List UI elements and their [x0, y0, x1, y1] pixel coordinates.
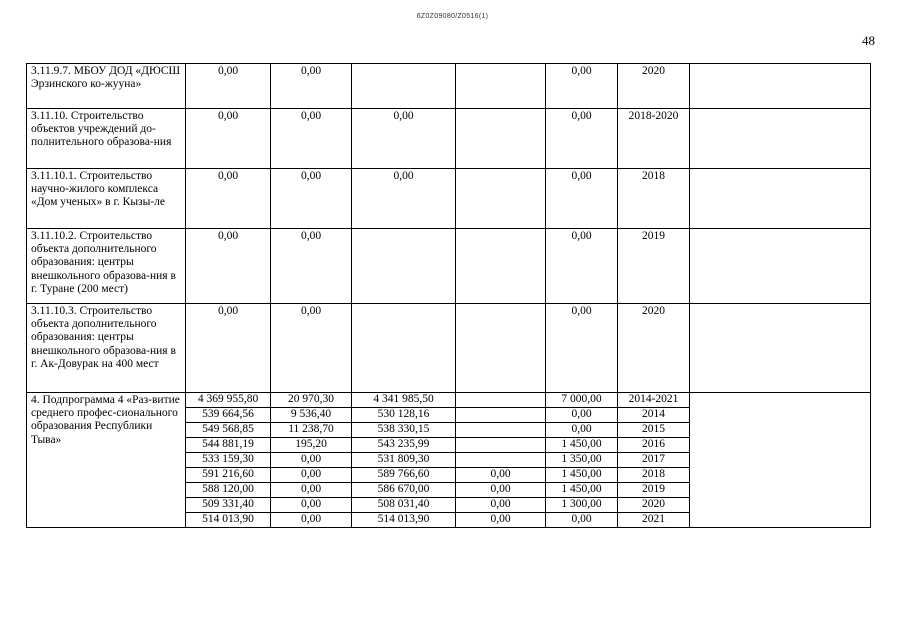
table-row — [27, 64, 871, 109]
years-cell: 2020 — [618, 64, 690, 109]
extra-cell: 0,00 — [546, 423, 618, 438]
extra-cell: 1 450,00 — [546, 468, 618, 483]
federal-cell: 0,00 — [271, 304, 352, 393]
federal-cell: 20 970,30 — [271, 393, 352, 408]
republic-cell: 586 670,00 — [352, 483, 456, 498]
years-cell: 2019 — [618, 483, 690, 498]
republic-cell: 0,00 — [352, 109, 456, 169]
row-name: 3.11.10.3. Строительство объекта дополнительного образования: центры внешкольного образова-ния в г. Ак-Довурак на 400 мест — [27, 304, 186, 393]
republic-cell: 0,00 — [352, 169, 456, 229]
republic-cell: 514 013,90 — [352, 513, 456, 528]
local-cell — [456, 453, 546, 468]
budget-table — [26, 63, 871, 528]
federal-cell: 0,00 — [271, 109, 352, 169]
total-cell: 0,00 — [186, 109, 271, 169]
row-name: 3.11.10. Строительство объектов учреждений до-полнительного образова-ния — [27, 109, 186, 169]
total-cell: 544 881,19 — [186, 438, 271, 453]
total-cell: 533 159,30 — [186, 453, 271, 468]
years-cell: 2018 — [618, 169, 690, 229]
table-row — [27, 393, 871, 408]
years-cell: 2016 — [618, 438, 690, 453]
years-cell: 2018-2020 — [618, 109, 690, 169]
local-cell — [456, 109, 546, 169]
republic-cell — [352, 229, 456, 304]
extra-cell: 0,00 — [546, 513, 618, 528]
extra-cell: 1 300,00 — [546, 498, 618, 513]
document-id: 6Z0Z09080/Z0516(1) — [416, 13, 489, 20]
federal-cell: 0,00 — [271, 483, 352, 498]
table-row — [27, 304, 871, 393]
local-cell: 0,00 — [456, 468, 546, 483]
local-cell: 0,00 — [456, 513, 546, 528]
local-cell — [456, 169, 546, 229]
republic-cell: 543 235,99 — [352, 438, 456, 453]
federal-cell: 0,00 — [271, 64, 352, 109]
extra-cell: 0,00 — [546, 229, 618, 304]
total-cell: 514 013,90 — [186, 513, 271, 528]
subprogram-name: 4. Подпрограмма 4 «Раз-витие среднего профес-сионального образования Республики Тыва» — [27, 393, 186, 528]
years-cell: 2020 — [618, 498, 690, 513]
republic-cell: 4 341 985,50 — [352, 393, 456, 408]
total-cell: 0,00 — [186, 169, 271, 229]
local-cell — [456, 229, 546, 304]
extra-cell: 1 450,00 — [546, 483, 618, 498]
table-row — [27, 229, 871, 304]
federal-cell: 195,20 — [271, 438, 352, 453]
federal-cell: 9 536,40 — [271, 408, 352, 423]
total-cell: 549 568,85 — [186, 423, 271, 438]
notes-cell — [690, 229, 871, 304]
local-cell: 0,00 — [456, 483, 546, 498]
federal-cell: 0,00 — [271, 169, 352, 229]
table-row — [27, 109, 871, 169]
total-cell: 0,00 — [186, 304, 271, 393]
row-name: 3.11.10.2. Строительство объекта дополнительного образования: центры внешкольного образова-ния в г. Туране (200 мест) — [27, 229, 186, 304]
republic-cell: 530 128,16 — [352, 408, 456, 423]
republic-cell — [352, 64, 456, 109]
extra-cell: 0,00 — [546, 169, 618, 229]
years-cell: 2019 — [618, 229, 690, 304]
federal-cell: 0,00 — [271, 513, 352, 528]
years-cell: 2015 — [618, 423, 690, 438]
republic-cell — [352, 304, 456, 393]
extra-cell: 7 000,00 — [546, 393, 618, 408]
row-name: 3.11.9.7. МБОУ ДОД «ДЮСШ Эрзинского ко-жууна» — [27, 64, 186, 109]
republic-cell: 538 330,15 — [352, 423, 456, 438]
total-cell: 591 216,60 — [186, 468, 271, 483]
notes-cell — [690, 109, 871, 169]
federal-cell: 0,00 — [271, 453, 352, 468]
federal-cell: 0,00 — [271, 498, 352, 513]
local-cell — [456, 393, 546, 408]
local-cell — [456, 423, 546, 438]
years-cell: 2018 — [618, 468, 690, 483]
years-cell: 2020 — [618, 304, 690, 393]
notes-cell — [690, 304, 871, 393]
local-cell — [456, 438, 546, 453]
total-cell: 588 120,00 — [186, 483, 271, 498]
page-number: 48 — [862, 33, 875, 48]
total-cell: 0,00 — [186, 229, 271, 304]
table-row — [27, 169, 871, 229]
years-cell: 2021 — [618, 513, 690, 528]
republic-cell: 508 031,40 — [352, 498, 456, 513]
total-cell: 509 331,40 — [186, 498, 271, 513]
extra-cell: 0,00 — [546, 408, 618, 423]
notes-cell — [690, 169, 871, 229]
extra-cell: 0,00 — [546, 304, 618, 393]
extra-cell: 0,00 — [546, 64, 618, 109]
republic-cell: 531 809,30 — [352, 453, 456, 468]
total-cell: 539 664,56 — [186, 408, 271, 423]
notes-cell — [690, 64, 871, 109]
years-cell: 2014-2021 — [618, 393, 690, 408]
local-cell — [456, 304, 546, 393]
federal-cell: 0,00 — [271, 468, 352, 483]
row-name: 3.11.10.1. Строительство научно-жилого комплекса «Дом ученых» в г. Кызы-ле — [27, 169, 186, 229]
local-cell — [456, 408, 546, 423]
federal-cell: 11 238,70 — [271, 423, 352, 438]
total-cell: 4 369 955,80 — [186, 393, 271, 408]
local-cell — [456, 64, 546, 109]
extra-cell: 0,00 — [546, 109, 618, 169]
local-cell: 0,00 — [456, 498, 546, 513]
republic-cell: 589 766,60 — [352, 468, 456, 483]
extra-cell: 1 450,00 — [546, 438, 618, 453]
federal-cell: 0,00 — [271, 229, 352, 304]
extra-cell: 1 350,00 — [546, 453, 618, 468]
total-cell: 0,00 — [186, 64, 271, 109]
notes-cell — [690, 393, 871, 528]
years-cell: 2014 — [618, 408, 690, 423]
years-cell: 2017 — [618, 453, 690, 468]
